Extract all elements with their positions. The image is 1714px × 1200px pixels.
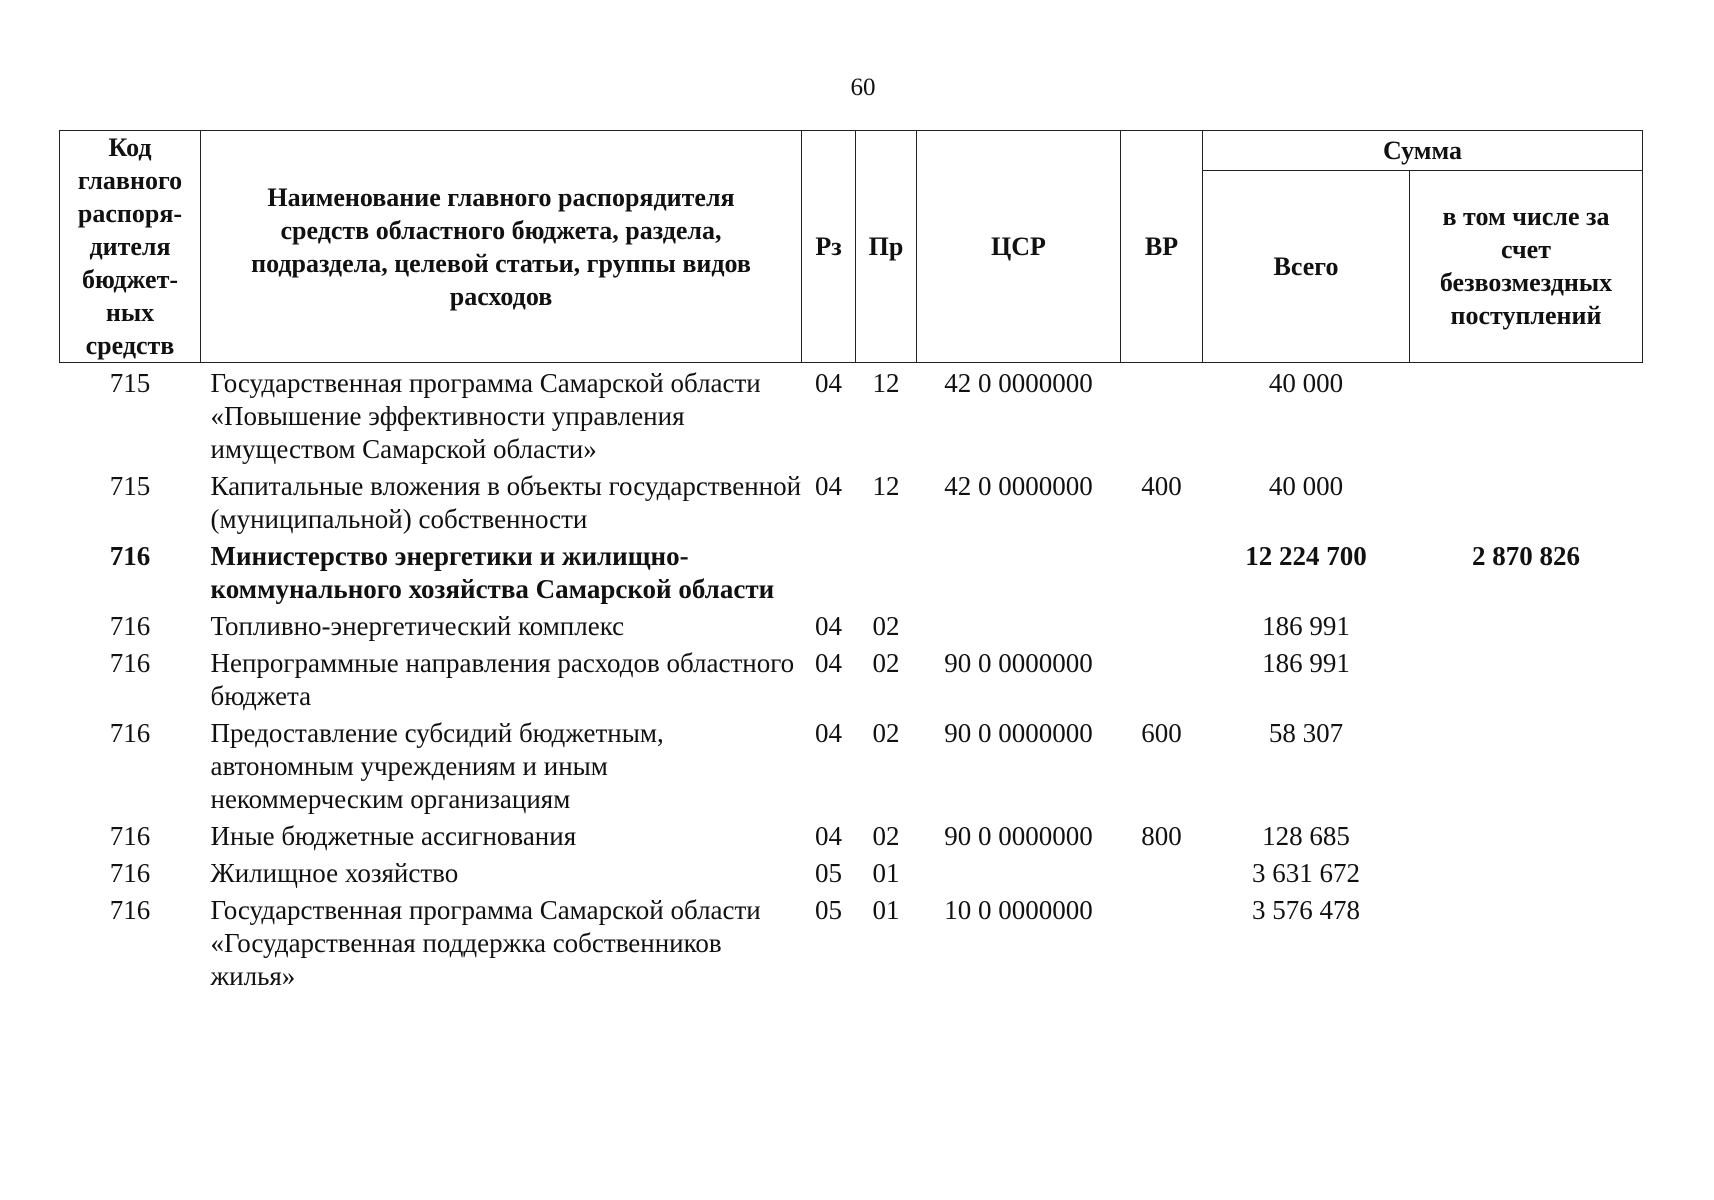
cell-name: Предоставление субсидий бюджетным, автономным учреждениям и иным некоммерческим организациям [210,718,664,814]
cell-free [1410,816,1643,853]
cell-pr: 12 [872,471,900,501]
table-row [60,643,1643,713]
cell-csr: 90 0 0000000 [944,821,1093,851]
cell-free [1410,713,1643,816]
header-vr: ВР [1121,131,1203,363]
cell-pr: 02 [872,648,900,678]
cell-code: 716 [109,821,151,851]
cell-free [1410,363,1643,467]
cell-rz [802,536,856,606]
cell-csr: 90 0 0000000 [944,718,1093,748]
cell-rz: 05 [815,895,842,925]
cell-rz: 04 [815,648,842,678]
cell-total: 186 991 [1262,648,1350,678]
header-sum: Сумма [1203,131,1643,171]
cell-vr [1121,536,1203,606]
cell-pr: 02 [872,821,900,851]
cell-total: 186 991 [1262,611,1350,641]
table-body [60,363,1643,994]
cell-total: 128 685 [1262,821,1350,851]
cell-vr [1121,643,1203,713]
cell-total: 12 224 700 [1245,541,1367,571]
cell-code: 716 [109,611,151,641]
cell-vr: 800 [1141,821,1182,851]
table-row [60,713,1643,816]
cell-rz: 04 [815,368,842,398]
cell-code: 716 [109,648,151,678]
cell-total: 58 307 [1268,718,1344,748]
cell-rz: 05 [815,858,842,888]
cell-name: Государственная программа Самарской области «Повышение эффективности управления имуществом Самарской области» [210,368,761,464]
cell-pr [856,536,917,606]
cell-total: 40 000 [1268,471,1344,501]
table-row [60,363,1643,467]
cell-vr [1121,363,1203,467]
cell-csr [917,536,1121,606]
header-rz: Рз [802,131,856,363]
cell-rz: 04 [815,821,842,851]
header-total: Всего [1203,170,1410,362]
cell-pr: 02 [872,611,900,641]
cell-vr [1121,890,1203,993]
table-row [60,816,1643,853]
cell-vr [1121,853,1203,890]
cell-code: 716 [109,895,151,925]
cell-rz: 04 [815,611,842,641]
cell-total: 3 631 672 [1252,858,1360,888]
table-row [60,853,1643,890]
cell-pr: 02 [872,718,900,748]
cell-code: 715 [109,471,151,501]
cell-name: Государственная программа Самарской области «Государственная поддержка собственников жилья» [210,895,761,991]
table-row [60,606,1643,643]
cell-name: Непрограммные направления расходов областного бюджета [210,648,795,711]
table-row [60,536,1643,606]
budget-table [59,130,1643,993]
cell-free: 2 870 826 [1472,541,1580,571]
cell-vr: 600 [1141,718,1182,748]
cell-pr: 01 [872,858,900,888]
cell-csr: 42 0 0000000 [944,368,1093,398]
cell-csr [917,606,1121,643]
cell-vr [1121,606,1203,643]
cell-free [1410,643,1643,713]
cell-code: 715 [109,368,151,398]
table-row [60,890,1643,993]
cell-total: 3 576 478 [1252,895,1360,925]
cell-name: Министерство энергетики и жилищно-коммунального хозяйства Самарской области [210,541,775,604]
cell-name: Иные бюджетные ассигнования [210,821,577,851]
cell-free [1410,606,1643,643]
header-name: Наименование главного распорядителя средств областного бюджета, раздела, подраздела, целевой статьи, группы видов расходов [201,131,802,363]
table-header [60,131,1643,363]
cell-code: 716 [109,718,151,748]
header-code: Код главного распоря-дителя бюджет-ных средств [60,131,201,363]
cell-name: Топливно-энергетический комплекс [210,611,625,641]
header-csr: ЦСР [917,131,1121,363]
cell-pr: 01 [872,895,900,925]
header-free: в том числе за счет безвозмездных поступлений [1410,170,1643,362]
header-pr: Пр [856,131,917,363]
cell-pr: 12 [872,368,900,398]
cell-csr: 42 0 0000000 [944,471,1093,501]
cell-vr: 400 [1141,471,1182,501]
cell-csr: 90 0 0000000 [944,648,1093,678]
page-number: 60 [850,74,876,101]
cell-name: Жилищное хозяйство [210,858,459,888]
cell-name: Капитальные вложения в объекты государственной (муниципальной) собственности [210,471,802,534]
cell-csr: 10 0 0000000 [944,895,1093,925]
cell-free [1410,890,1643,993]
table-row [60,466,1643,536]
cell-total: 40 000 [1268,368,1344,398]
cell-free [1410,853,1643,890]
cell-rz: 04 [815,471,842,501]
cell-free [1410,466,1643,536]
cell-rz: 04 [815,718,842,748]
cell-csr [917,853,1121,890]
cell-code: 716 [109,541,151,571]
cell-code: 716 [109,858,151,888]
